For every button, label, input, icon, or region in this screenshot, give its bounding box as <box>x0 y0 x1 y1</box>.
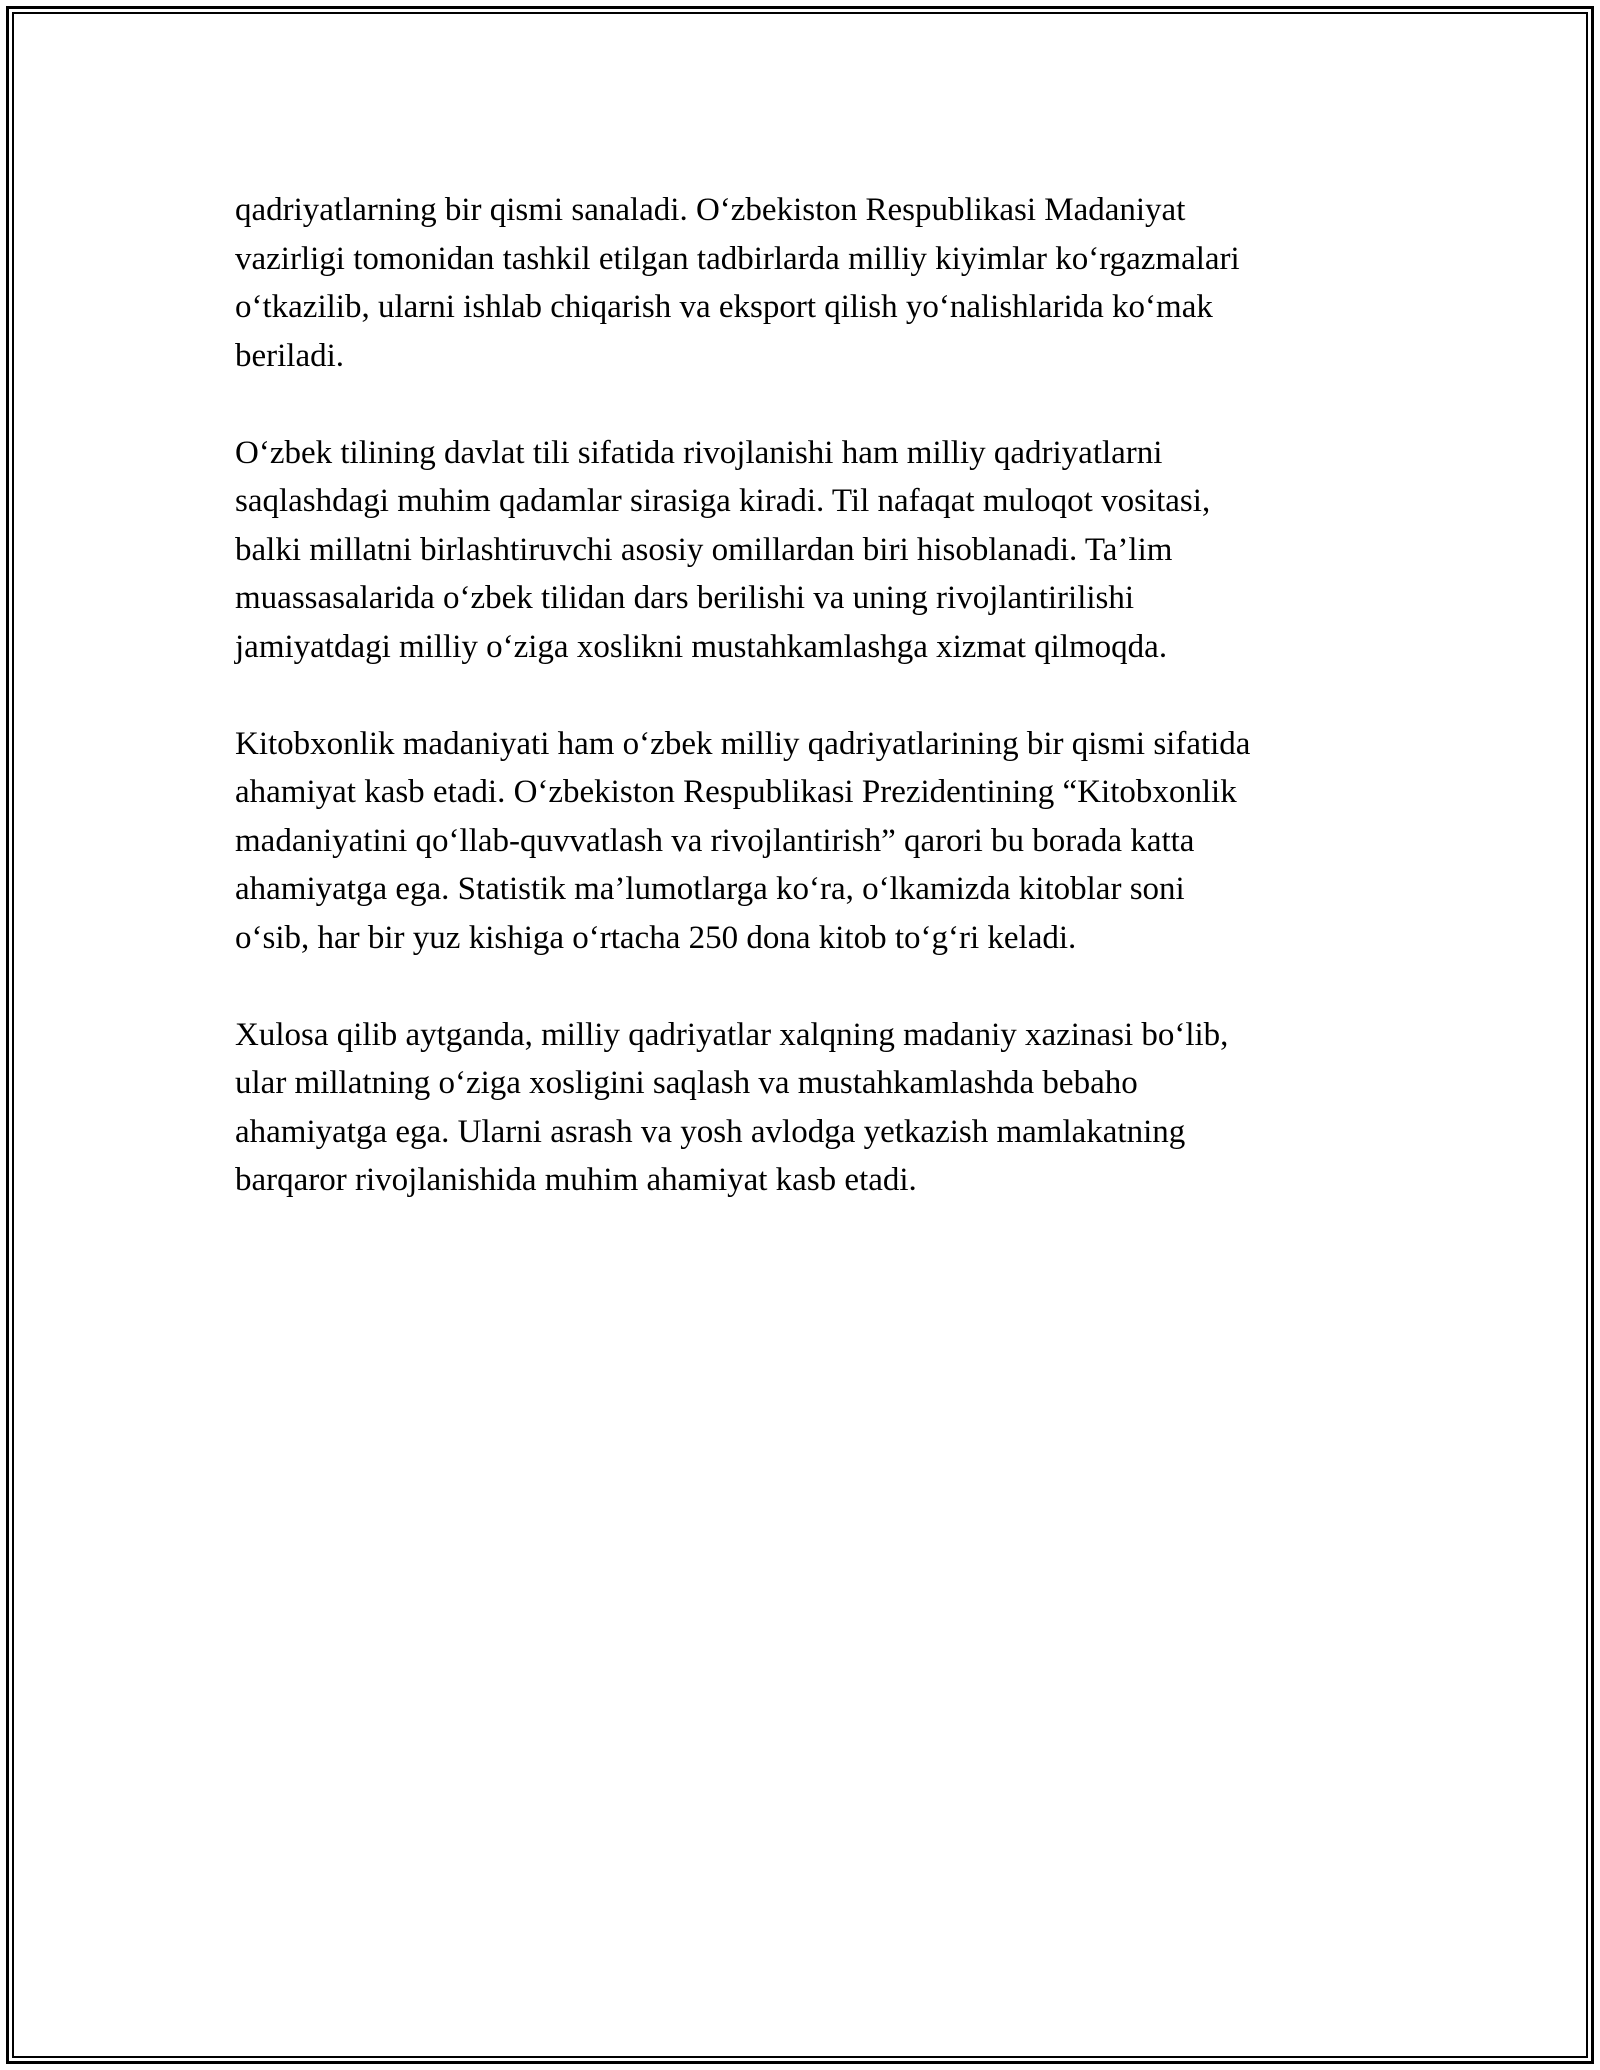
document-body <box>235 186 1375 1253</box>
paragraph-3: Kitobxonlik madaniyati ham o‘zbek milliy qadriyatlarining bir qismi sifatida ahamiyat kasb etadi. O‘zbekiston Respublikasi Prezidentining “Kitobxonlik madaniyatini qo‘llab-quvvatlash va rivojlantirish” qarori bu borada katta ahamiyatga ega. Statistik ma’lumotlarga ko‘ra, o‘lkamizda kitoblar soni o‘sib, har bir yuz kishiga o‘rtacha 250 dona kitob to‘g‘ri keladi. <box>235 725 1251 956</box>
paragraph-2: O‘zbek tilining davlat tili sifatida rivojlanishi ham milliy qadriyatlarni saqlashdagi muhim qadamlar sirasiga kiradi. Til nafaqat muloqot vositasi, balki millatni birlashtiruvchi asosiy omillardan biri hisoblanadi. Ta’lim muassasalarida o‘zbek tilidan dars berilishi va uning rivojlantirilishi jamiyatdagi milliy o‘ziga xoslikni mustahkamlashga xizmat qilmoqda. <box>235 434 1211 665</box>
paragraph-1: qadriyatlarning bir qismi sanaladi. O‘zbekiston Respublikasi Madaniyat vazirligi tomonidan tashkil etilgan tadbirlarda milliy kiyimlar ko‘rgazmalari o‘tkazilib, ularni ishlab chiqarish va eksport qilish yo‘nalishlarida ko‘mak beriladi. <box>235 192 1240 374</box>
paragraph-4: Xulosa qilib aytganda, milliy qadriyatlar xalqning madaniy xazinasi bo‘lib, ular millatning o‘ziga xosligini saqlash va mustahkamlashda bebaho ahamiyatga ega. Ularni asrash va yosh avlodga yetkazish mamlakatning barqaror rivojlanishida muhim ahamiyat kasb etadi. <box>235 1016 1229 1198</box>
